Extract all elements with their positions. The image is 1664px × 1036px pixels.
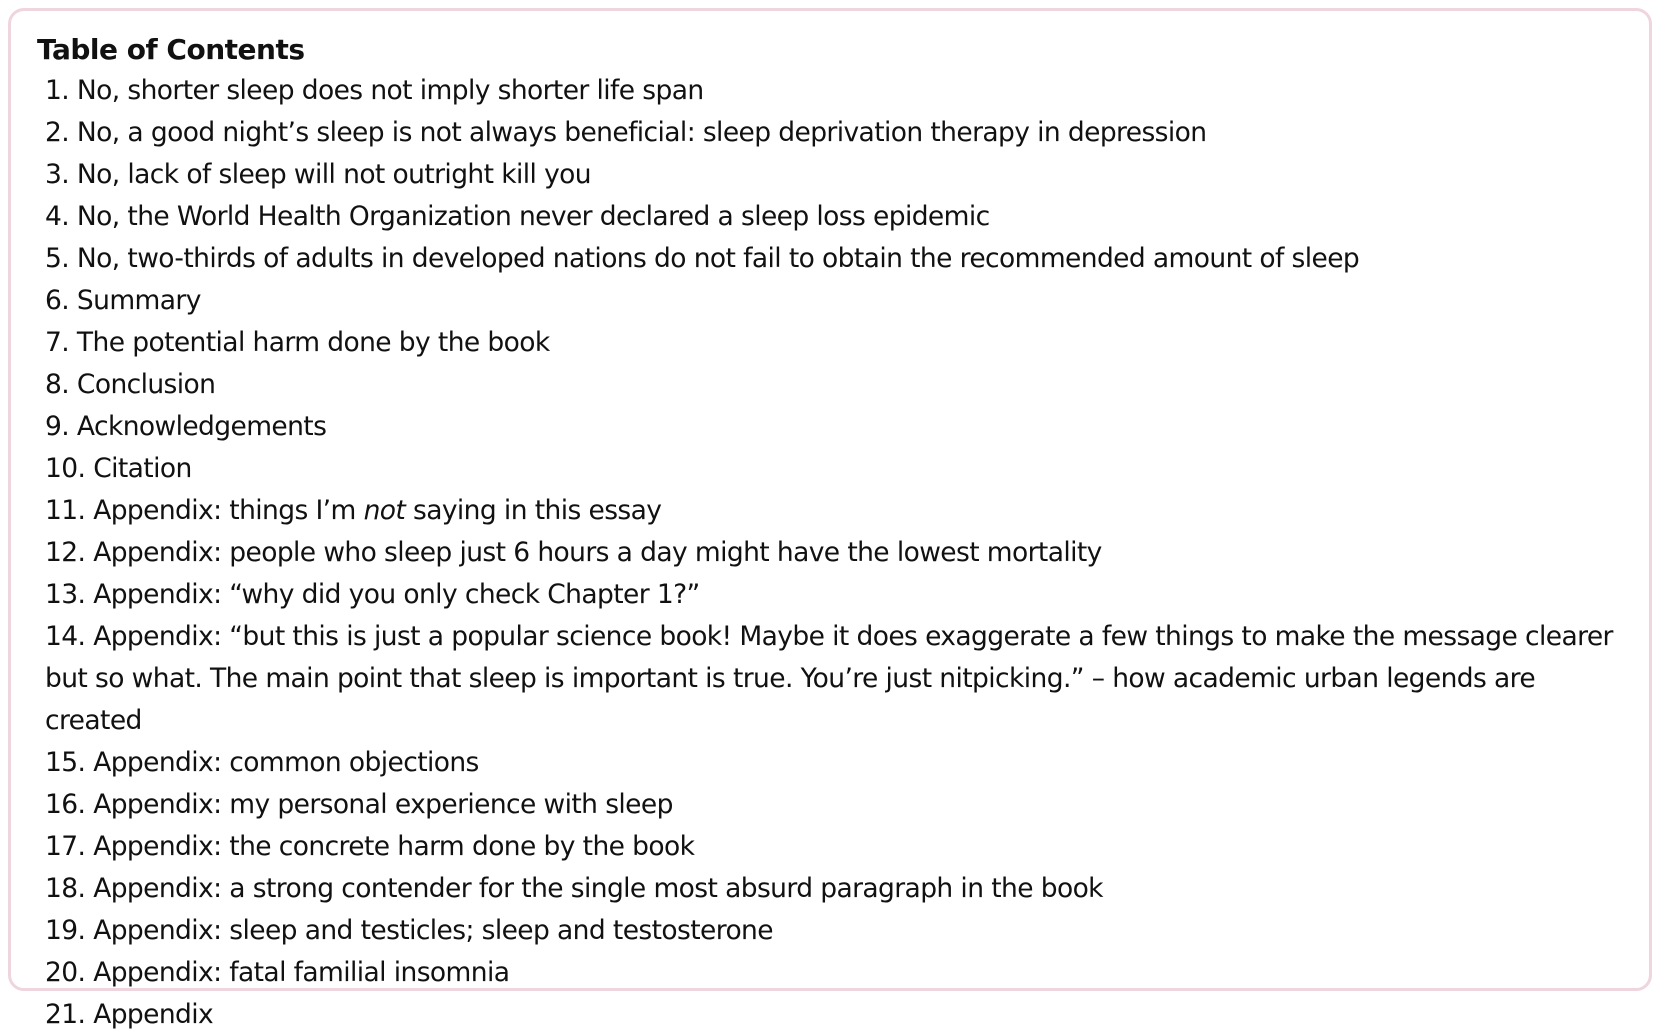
toc-item-21[interactable]	[45, 994, 1635, 1036]
toc-item-17[interactable]	[45, 826, 1635, 868]
toc-item-13[interactable]	[45, 574, 1635, 616]
toc-item-text[interactable]: Citation	[93, 453, 192, 484]
toc-item-number: 10.	[45, 453, 86, 484]
toc-item-16[interactable]	[45, 784, 1635, 826]
toc-item-number: 20.	[45, 957, 86, 988]
toc-item-7[interactable]	[45, 322, 1635, 364]
toc-item-text[interactable]: Appendix: sleep and testicles; sleep and testosterone	[93, 915, 773, 946]
toc-item-number: 16.	[45, 789, 86, 820]
toc-item-text[interactable]: Appendix: the concrete harm done by the book	[93, 831, 695, 862]
toc-item-number: 13.	[45, 579, 86, 610]
toc-item-11[interactable]	[45, 490, 1635, 532]
toc-title: Table of Contents	[37, 33, 305, 66]
toc-list	[45, 70, 1635, 1036]
toc-item-3[interactable]	[45, 154, 1635, 196]
toc-item-10[interactable]	[45, 448, 1635, 490]
toc-item-text-after: saying in this essay	[405, 495, 662, 526]
toc-item-text[interactable]: No, a good night’s sleep is not always beneficial: sleep deprivation therapy in depression	[76, 117, 1207, 148]
toc-item-text[interactable]: No, shorter sleep does not imply shorter life span	[76, 75, 704, 106]
toc-item-number: 7.	[45, 327, 70, 358]
toc-item-number: 19.	[45, 915, 86, 946]
toc-item-20[interactable]	[45, 952, 1635, 994]
table-of-contents-box	[8, 8, 1652, 1030]
toc-item-number: 1.	[45, 75, 70, 106]
toc-item-number: 3.	[45, 159, 70, 190]
toc-item-number: 17.	[45, 831, 86, 862]
toc-item-5[interactable]	[45, 238, 1635, 280]
toc-item-number: 12.	[45, 537, 86, 568]
toc-item-text[interactable]: The potential harm done by the book	[76, 327, 550, 358]
toc-item-text[interactable]: No, lack of sleep will not outright kill you	[76, 159, 591, 190]
toc-item-18[interactable]	[45, 868, 1635, 910]
toc-item-text[interactable]: Acknowledgements	[76, 411, 327, 442]
toc-item-4[interactable]	[45, 196, 1635, 238]
toc-item-text-emphasis: not	[363, 495, 406, 526]
toc-item-text[interactable]: Appendix: common objections	[93, 747, 479, 778]
toc-item-text-before: Appendix: things I’m	[93, 495, 364, 526]
toc-item-1[interactable]	[45, 70, 1635, 112]
toc-item-text[interactable]: Appendix: a strong contender for the single most absurd paragraph in the book	[93, 873, 1103, 904]
toc-item-text[interactable]: Appendix	[93, 999, 214, 1030]
toc-item-2[interactable]	[45, 112, 1635, 154]
toc-item-number: 15.	[45, 747, 86, 778]
toc-item-12[interactable]	[45, 532, 1635, 574]
toc-item-text[interactable]: Appendix: “why did you only check Chapter 1?”	[93, 579, 700, 610]
toc-item-text[interactable]: Conclusion	[76, 369, 216, 400]
toc-item-number: 18.	[45, 873, 86, 904]
toc-item-9[interactable]	[45, 406, 1635, 448]
toc-item-text[interactable]: Appendix: my personal experience with sleep	[93, 789, 673, 820]
toc-item-number: 9.	[45, 411, 70, 442]
toc-item-number: 2.	[45, 117, 70, 148]
toc-item-text[interactable]: Summary	[76, 285, 201, 316]
toc-item-14[interactable]	[45, 616, 1635, 742]
toc-item-15[interactable]	[45, 742, 1635, 784]
toc-item-number: 11.	[45, 495, 86, 526]
toc-item-number: 4.	[45, 201, 70, 232]
toc-item-text[interactable]: Appendix: fatal familial insomnia	[93, 957, 510, 988]
toc-item-text[interactable]: Appendix: people who sleep just 6 hours a day might have the lowest mortality	[93, 537, 1102, 568]
toc-item-19[interactable]	[45, 910, 1635, 952]
toc-item-text[interactable]: No, two-thirds of adults in developed nations do not fail to obtain the recommended amount of sleep	[76, 243, 1360, 274]
toc-item-number: 21.	[45, 999, 86, 1030]
toc-item-number: 6.	[45, 285, 70, 316]
toc-item-text[interactable]	[93, 495, 661, 526]
toc-item-text[interactable]: Appendix: “but this is just a popular science book! Maybe it does exaggerate a few things to make the message clearer but so what. The main point that sleep is important is true. You’re just nitpicking.” – how academic urban legends are created	[45, 621, 1613, 736]
toc-item-text[interactable]: No, the World Health Organization never declared a sleep loss epidemic	[76, 201, 990, 232]
toc-item-number: 8.	[45, 369, 70, 400]
toc-item-6[interactable]	[45, 280, 1635, 322]
toc-item-number: 14.	[45, 621, 86, 652]
toc-item-8[interactable]	[45, 364, 1635, 406]
toc-item-number: 5.	[45, 243, 70, 274]
